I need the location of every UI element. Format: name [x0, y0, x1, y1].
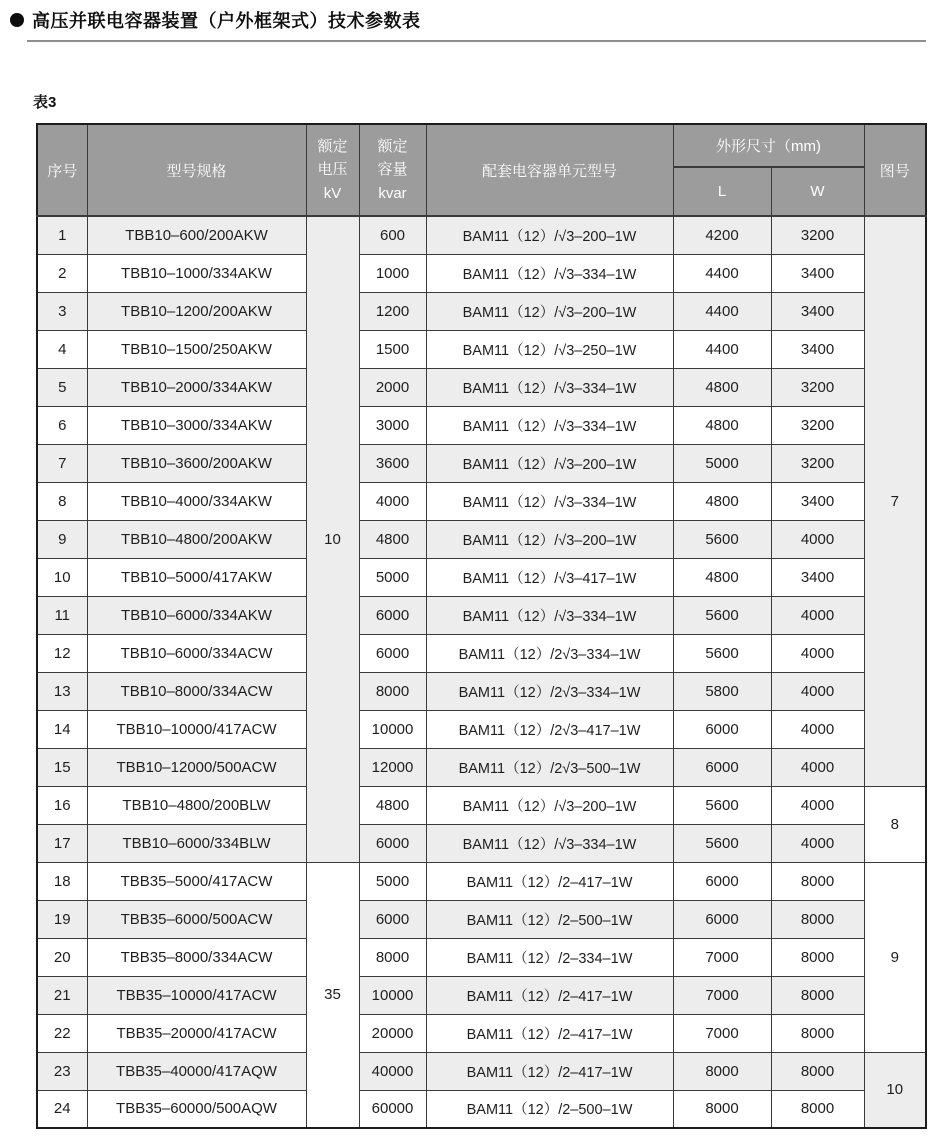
cell-model: TBB35–6000/500ACW — [87, 900, 306, 938]
cell-no: 2 — [37, 254, 87, 292]
cell-model: TBB35–10000/417ACW — [87, 976, 306, 1014]
table-row — [37, 330, 926, 368]
cell-capacity: 8000 — [359, 938, 426, 976]
table-row — [37, 938, 926, 976]
cell-figure: 9 — [864, 862, 926, 1052]
cell-length: 6000 — [673, 710, 771, 748]
header-voltage-line-2: 电压 — [317, 161, 348, 179]
cell-no: 23 — [37, 1052, 87, 1090]
cell-model: TBB10–6000/334AKW — [87, 596, 306, 634]
cell-model: TBB10–4000/334AKW — [87, 482, 306, 520]
cell-unit-model: BAM11（12）/2–417–1W — [426, 1014, 673, 1052]
cell-no: 17 — [37, 824, 87, 862]
table-row — [37, 216, 926, 254]
cell-length: 4200 — [673, 216, 771, 254]
table-row — [37, 862, 926, 900]
cell-unit-model: BAM11（12）/√3–334–1W — [426, 824, 673, 862]
cell-width: 3400 — [771, 330, 864, 368]
cell-unit-model: BAM11（12）/√3–334–1W — [426, 368, 673, 406]
cell-width: 3400 — [771, 558, 864, 596]
table-row — [37, 824, 926, 862]
cell-unit-model: BAM11（12）/√3–250–1W — [426, 330, 673, 368]
cell-capacity: 6000 — [359, 824, 426, 862]
header-unit-model: 配套电容器单元型号 — [426, 124, 673, 216]
header-capacity-line-2: 容量 — [377, 161, 408, 179]
cell-no: 14 — [37, 710, 87, 748]
table-row — [37, 748, 926, 786]
cell-model: TBB10–12000/500ACW — [87, 748, 306, 786]
cell-model: TBB35–40000/417AQW — [87, 1052, 306, 1090]
cell-length: 4400 — [673, 254, 771, 292]
cell-unit-model: BAM11（12）/√3–334–1W — [426, 482, 673, 520]
cell-capacity: 40000 — [359, 1052, 426, 1090]
cell-figure: 10 — [864, 1052, 926, 1128]
table-row — [37, 1014, 926, 1052]
cell-no: 21 — [37, 976, 87, 1014]
cell-length: 6000 — [673, 900, 771, 938]
cell-length: 8000 — [673, 1052, 771, 1090]
cell-capacity: 10000 — [359, 976, 426, 1014]
table-row — [37, 900, 926, 938]
table-row — [37, 444, 926, 482]
cell-model: TBB10–6000/334ACW — [87, 634, 306, 672]
table-body — [37, 216, 926, 1128]
cell-length: 7000 — [673, 938, 771, 976]
cell-capacity: 2000 — [359, 368, 426, 406]
table-label: 表3 — [33, 94, 57, 111]
cell-length: 4800 — [673, 558, 771, 596]
cell-capacity: 4000 — [359, 482, 426, 520]
cell-width: 8000 — [771, 938, 864, 976]
cell-length: 4800 — [673, 368, 771, 406]
table-row — [37, 368, 926, 406]
cell-model: TBB35–60000/500AQW — [87, 1090, 306, 1128]
cell-unit-model: BAM11（12）/2–500–1W — [426, 900, 673, 938]
cell-length: 5600 — [673, 824, 771, 862]
cell-unit-model: BAM11（12）/2√3–334–1W — [426, 672, 673, 710]
table-row — [37, 254, 926, 292]
header-capacity-line-1: 额定 — [377, 138, 408, 156]
table-row — [37, 1090, 926, 1128]
table-row — [37, 976, 926, 1014]
cell-width: 3400 — [771, 254, 864, 292]
cell-capacity: 20000 — [359, 1014, 426, 1052]
cell-no: 6 — [37, 406, 87, 444]
cell-model: TBB10–3600/200AKW — [87, 444, 306, 482]
header-no: 序号 — [37, 124, 87, 216]
table-row — [37, 406, 926, 444]
cell-length: 5600 — [673, 520, 771, 558]
cell-capacity: 6000 — [359, 634, 426, 672]
cell-no: 7 — [37, 444, 87, 482]
cell-width: 3200 — [771, 406, 864, 444]
cell-no: 19 — [37, 900, 87, 938]
cell-unit-model: BAM11（12）/√3–200–1W — [426, 292, 673, 330]
cell-no: 18 — [37, 862, 87, 900]
cell-no: 5 — [37, 368, 87, 406]
cell-width: 4000 — [771, 710, 864, 748]
cell-model: TBB10–1000/334AKW — [87, 254, 306, 292]
cell-no: 11 — [37, 596, 87, 634]
cell-capacity: 60000 — [359, 1090, 426, 1128]
cell-length: 5800 — [673, 672, 771, 710]
cell-model: TBB35–5000/417ACW — [87, 862, 306, 900]
cell-no: 13 — [37, 672, 87, 710]
cell-model: TBB10–600/200AKW — [87, 216, 306, 254]
cell-capacity: 3600 — [359, 444, 426, 482]
table-row — [37, 596, 926, 634]
cell-unit-model: BAM11（12）/2–417–1W — [426, 976, 673, 1014]
page — [0, 7, 950, 1129]
cell-no: 20 — [37, 938, 87, 976]
table-row — [37, 786, 926, 824]
header-length: L — [673, 167, 771, 216]
cell-unit-model: BAM11（12）/√3–200–1W — [426, 444, 673, 482]
header-capacity — [359, 124, 426, 216]
table-row — [37, 1052, 926, 1090]
header-model: 型号规格 — [87, 124, 306, 216]
cell-capacity: 6000 — [359, 596, 426, 634]
cell-no: 15 — [37, 748, 87, 786]
cell-unit-model: BAM11（12）/2√3–417–1W — [426, 710, 673, 748]
cell-no: 9 — [37, 520, 87, 558]
cell-model: TBB10–1500/250AKW — [87, 330, 306, 368]
cell-length: 5600 — [673, 634, 771, 672]
header-voltage-line-1: 额定 — [317, 138, 348, 156]
cell-width: 3400 — [771, 292, 864, 330]
cell-capacity: 1500 — [359, 330, 426, 368]
header-capacity-line-3: kvar — [378, 184, 407, 202]
cell-no: 24 — [37, 1090, 87, 1128]
cell-width: 8000 — [771, 1090, 864, 1128]
cell-length: 4400 — [673, 330, 771, 368]
cell-width: 3400 — [771, 482, 864, 520]
cell-figure: 8 — [864, 786, 926, 862]
cell-length: 4800 — [673, 406, 771, 444]
cell-width: 3200 — [771, 444, 864, 482]
header-width: W — [771, 167, 864, 216]
cell-capacity: 12000 — [359, 748, 426, 786]
page-title: 高压并联电容器装置（户外框架式）技术参数表 — [32, 11, 421, 31]
spec-table — [36, 123, 927, 1129]
table-row — [37, 520, 926, 558]
cell-unit-model: BAM11（12）/2–334–1W — [426, 938, 673, 976]
table-row — [37, 672, 926, 710]
cell-model: TBB10–6000/334BLW — [87, 824, 306, 862]
cell-no: 1 — [37, 216, 87, 254]
cell-width: 8000 — [771, 976, 864, 1014]
cell-model: TBB10–3000/334AKW — [87, 406, 306, 444]
cell-capacity: 1200 — [359, 292, 426, 330]
header-voltage-line-3: kV — [323, 184, 342, 202]
cell-no: 16 — [37, 786, 87, 824]
cell-length: 5600 — [673, 786, 771, 824]
cell-width: 8000 — [771, 1052, 864, 1090]
cell-width: 3200 — [771, 216, 864, 254]
table-row — [37, 292, 926, 330]
cell-capacity: 3000 — [359, 406, 426, 444]
table-row — [37, 482, 926, 520]
cell-length: 8000 — [673, 1090, 771, 1128]
table-header — [37, 124, 926, 216]
header-row-1 — [37, 124, 926, 167]
cell-model: TBB10–8000/334ACW — [87, 672, 306, 710]
cell-no: 3 — [37, 292, 87, 330]
bullet-icon — [10, 13, 24, 27]
cell-width: 4000 — [771, 634, 864, 672]
table-row — [37, 634, 926, 672]
cell-length: 6000 — [673, 748, 771, 786]
cell-unit-model: BAM11（12）/2–417–1W — [426, 862, 673, 900]
title-divider — [27, 40, 926, 42]
page-header — [10, 7, 950, 33]
cell-length: 5600 — [673, 596, 771, 634]
cell-capacity: 5000 — [359, 558, 426, 596]
cell-capacity: 600 — [359, 216, 426, 254]
cell-no: 12 — [37, 634, 87, 672]
cell-width: 4000 — [771, 520, 864, 558]
cell-unit-model: BAM11（12）/√3–334–1W — [426, 254, 673, 292]
cell-model: TBB10–10000/417ACW — [87, 710, 306, 748]
cell-length: 7000 — [673, 976, 771, 1014]
cell-width: 4000 — [771, 748, 864, 786]
cell-model: TBB10–2000/334AKW — [87, 368, 306, 406]
cell-capacity: 4800 — [359, 786, 426, 824]
table-row — [37, 558, 926, 596]
cell-capacity: 10000 — [359, 710, 426, 748]
cell-model: TBB10–4800/200BLW — [87, 786, 306, 824]
cell-width: 4000 — [771, 596, 864, 634]
cell-unit-model: BAM11（12）/√3–200–1W — [426, 786, 673, 824]
cell-width: 4000 — [771, 672, 864, 710]
cell-capacity: 8000 — [359, 672, 426, 710]
cell-length: 7000 — [673, 1014, 771, 1052]
cell-length: 4800 — [673, 482, 771, 520]
cell-unit-model: BAM11（12）/√3–417–1W — [426, 558, 673, 596]
cell-unit-model: BAM11（12）/√3–200–1W — [426, 216, 673, 254]
cell-unit-model: BAM11（12）/√3–334–1W — [426, 596, 673, 634]
cell-width: 4000 — [771, 786, 864, 824]
cell-length: 6000 — [673, 862, 771, 900]
cell-width: 8000 — [771, 900, 864, 938]
header-voltage — [306, 124, 359, 216]
cell-capacity: 6000 — [359, 900, 426, 938]
cell-no: 8 — [37, 482, 87, 520]
cell-width: 4000 — [771, 824, 864, 862]
cell-no: 4 — [37, 330, 87, 368]
cell-capacity: 5000 — [359, 862, 426, 900]
cell-figure: 7 — [864, 216, 926, 786]
cell-unit-model: BAM11（12）/√3–334–1W — [426, 406, 673, 444]
cell-unit-model: BAM11（12）/2–417–1W — [426, 1052, 673, 1090]
cell-capacity: 1000 — [359, 254, 426, 292]
header-figure: 图号 — [864, 124, 926, 216]
cell-capacity: 4800 — [359, 520, 426, 558]
cell-unit-model: BAM11（12）/2–500–1W — [426, 1090, 673, 1128]
cell-length: 5000 — [673, 444, 771, 482]
header-dimensions: 外形尺寸（mm) — [673, 124, 864, 167]
cell-unit-model: BAM11（12）/2√3–500–1W — [426, 748, 673, 786]
cell-no: 10 — [37, 558, 87, 596]
cell-length: 4400 — [673, 292, 771, 330]
cell-model: TBB35–8000/334ACW — [87, 938, 306, 976]
cell-model: TBB10–4800/200AKW — [87, 520, 306, 558]
table-row — [37, 710, 926, 748]
cell-width: 8000 — [771, 1014, 864, 1052]
cell-voltage: 10 — [306, 216, 359, 862]
cell-no: 22 — [37, 1014, 87, 1052]
cell-voltage: 35 — [306, 862, 359, 1128]
cell-width: 3200 — [771, 368, 864, 406]
cell-model: TBB35–20000/417ACW — [87, 1014, 306, 1052]
cell-width: 8000 — [771, 862, 864, 900]
cell-unit-model: BAM11（12）/2√3–334–1W — [426, 634, 673, 672]
cell-model: TBB10–1200/200AKW — [87, 292, 306, 330]
cell-unit-model: BAM11（12）/√3–200–1W — [426, 520, 673, 558]
cell-model: TBB10–5000/417AKW — [87, 558, 306, 596]
